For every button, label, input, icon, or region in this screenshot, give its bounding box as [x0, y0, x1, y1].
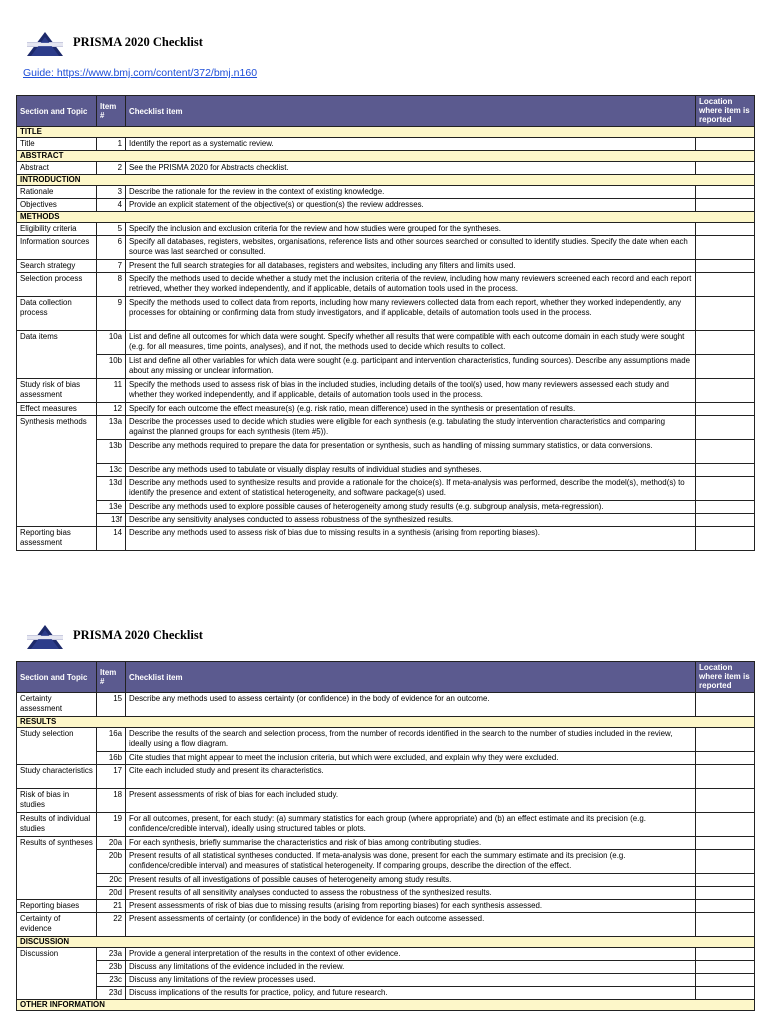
location-cell[interactable]	[696, 693, 755, 717]
section-topic: Information sources	[17, 236, 97, 260]
section-heading: OTHER INFORMATION	[17, 1000, 755, 1011]
item-number: 13e	[97, 501, 126, 514]
checklist-item-text: Cite each included study and present its characteristics.	[126, 765, 696, 789]
checklist-row	[17, 501, 755, 514]
item-number: 23a	[97, 948, 126, 961]
checklist-item-text: Specify all databases, registers, websites, organisations, reference lists and other sources searched or consulted to identify studies. Specify the date when each source was last searched or consulted.	[126, 236, 696, 260]
section-heading-row	[17, 1000, 755, 1011]
header-checklist: Checklist item	[126, 662, 696, 693]
section-topic: Certainty assessment	[17, 693, 97, 717]
checklist-item-text: Describe any methods used to assess risk of bias due to missing results in a synthesis (arising from reporting biases).	[126, 527, 696, 551]
checklist-row	[17, 948, 755, 961]
item-number: 8	[97, 273, 126, 297]
item-number: 16a	[97, 728, 126, 752]
checklist-item-text: Present results of all statistical syntheses conducted. If meta-analysis was done, present for each the summary estimate and its precision (e.g. confidence/credible interval) and measures of statistical heterogeneity. If comparing groups, describe the direction of the effect.	[126, 850, 696, 874]
item-number: 10a	[97, 331, 126, 355]
section-topic: Risk of bias in studies	[17, 789, 97, 813]
section-topic: Selection process	[17, 273, 97, 297]
checklist-row	[17, 514, 755, 527]
location-cell[interactable]	[696, 297, 755, 331]
checklist-item-text: Present assessments of risk of bias due to missing results (arising from reporting biases) for each synthesis assessed.	[126, 900, 696, 913]
header-location: Location where item is reported	[696, 96, 755, 127]
checklist-item-text: Describe any methods used to explore possible causes of heterogeneity among study results (e.g. subgroup analysis, meta-regression).	[126, 501, 696, 514]
item-number: 11	[97, 379, 126, 403]
prisma-logo-icon	[27, 30, 63, 54]
header-location: Location where item is reported	[696, 662, 755, 693]
header-checklist: Checklist item	[126, 96, 696, 127]
item-number: 20d	[97, 887, 126, 900]
location-cell[interactable]	[696, 813, 755, 837]
item-number: 16b	[97, 752, 126, 765]
item-number: 4	[97, 199, 126, 212]
section-topic: Certainty of evidence	[17, 913, 97, 937]
location-cell[interactable]	[696, 199, 755, 212]
item-number: 18	[97, 789, 126, 813]
section-topic: Search strategy	[17, 260, 97, 273]
checklist-row	[17, 297, 755, 331]
location-cell[interactable]	[696, 850, 755, 874]
location-cell[interactable]	[696, 887, 755, 900]
checklist-row	[17, 693, 755, 717]
checklist-item-text: Describe the processes used to decide which studies were eligible for each synthesis (e.g. tabulating the study intervention characteristics and comparing against the planned groups for each synthesis (item #5)).	[126, 416, 696, 440]
section-heading: DISCUSSION	[17, 937, 755, 948]
checklist-table-page-2	[16, 661, 755, 1011]
item-number: 10b	[97, 355, 126, 379]
header-section: Section and Topic	[17, 96, 97, 127]
checklist-row	[17, 223, 755, 236]
checklist-row	[17, 887, 755, 900]
location-cell[interactable]	[696, 236, 755, 260]
checklist-item-text: Specify the inclusion and exclusion criteria for the review and how studies were grouped for the syntheses.	[126, 223, 696, 236]
section-heading: RESULTS	[17, 717, 755, 728]
checklist-item-text: See the PRISMA 2020 for Abstracts checklist.	[126, 162, 696, 175]
checklist-item-text: Describe any methods used to assess certainty (or confidence) in the body of evidence for an outcome.	[126, 693, 696, 717]
item-number: 2	[97, 162, 126, 175]
location-cell[interactable]	[696, 789, 755, 813]
location-cell[interactable]	[696, 948, 755, 961]
checklist-row	[17, 765, 755, 789]
section-topic: Rationale	[17, 186, 97, 199]
doc-title-2: PRISMA 2020 Checklist	[73, 627, 203, 642]
item-number: 20c	[97, 874, 126, 887]
header-item: Item #	[97, 96, 126, 127]
checklist-table-page-1	[16, 95, 755, 551]
doc-title: PRISMA 2020 Checklist	[73, 34, 203, 49]
section-topic: Study characteristics	[17, 765, 97, 789]
checklist-row	[17, 199, 755, 212]
location-cell[interactable]	[696, 961, 755, 974]
checklist-row	[17, 900, 755, 913]
checklist-row	[17, 273, 755, 297]
checklist-row	[17, 440, 755, 464]
checklist-row	[17, 752, 755, 765]
location-cell[interactable]	[696, 837, 755, 850]
checklist-row	[17, 974, 755, 987]
section-heading-row	[17, 151, 755, 162]
prisma-logo-icon	[27, 623, 63, 647]
location-cell[interactable]	[696, 765, 755, 789]
section-heading-row	[17, 212, 755, 223]
checklist-item-text: Present assessments of risk of bias for each included study.	[126, 789, 696, 813]
location-cell[interactable]	[696, 477, 755, 501]
checklist-row	[17, 527, 755, 551]
section-topic: Study risk of bias assessment	[17, 379, 97, 403]
section-heading-row	[17, 717, 755, 728]
checklist-item-text: Describe any methods required to prepare the data for presentation or synthesis, such as handling of missing summary statistics, or data conversions.	[126, 440, 696, 464]
location-cell[interactable]	[696, 379, 755, 403]
item-number: 13b	[97, 440, 126, 464]
checklist-item-text: Specify for each outcome the effect measure(s) (e.g. risk ratio, mean difference) used in the synthesis or presentation of results.	[126, 403, 696, 416]
section-topic: Eligibility criteria	[17, 223, 97, 236]
checklist-item-text: Present results of all sensitivity analyses conducted to assess the robustness of the synthesized results.	[126, 887, 696, 900]
checklist-item-text: Describe the results of the search and selection process, from the number of records identified in the search to the number of studies included in the review, ideally using a flow diagram.	[126, 728, 696, 752]
item-number: 23b	[97, 961, 126, 974]
checklist-row	[17, 236, 755, 260]
section-topic: Data collection process	[17, 297, 97, 331]
item-number: 7	[97, 260, 126, 273]
checklist-item-text: Describe the rationale for the review in the context of existing knowledge.	[126, 186, 696, 199]
page-header-1	[27, 28, 203, 56]
location-cell[interactable]	[696, 416, 755, 440]
item-number: 13f	[97, 514, 126, 527]
location-cell[interactable]	[696, 355, 755, 379]
checklist-item-text: Specify the methods used to assess risk of bias in the included studies, including details of the tool(s) used, how many reviewers assessed each study and whether they worked independently, and if applicable, details of automation tools used in the process.	[126, 379, 696, 403]
checklist-row	[17, 355, 755, 379]
location-cell[interactable]	[696, 974, 755, 987]
section-topic: Abstract	[17, 162, 97, 175]
checklist-item-text: Specify the methods used to collect data from reports, including how many reviewers collected data from each report, whether they worked independently, any processes for obtaining or confirming data from study investigators, and if applicable, details of automation tools used in the process.	[126, 297, 696, 331]
item-number: 13a	[97, 416, 126, 440]
section-topic: Study selection	[17, 728, 97, 765]
checklist-row	[17, 789, 755, 813]
item-number: 1	[97, 138, 126, 151]
checklist-row	[17, 813, 755, 837]
item-number: 21	[97, 900, 126, 913]
section-heading-row	[17, 127, 755, 138]
checklist-row	[17, 961, 755, 974]
location-cell[interactable]	[696, 913, 755, 937]
checklist-item-text: List and define all outcomes for which data were sought. Specify whether all results that were compatible with each outcome domain in each study were sought (e.g. for all measures, time points, analyses), and if not, the methods used to decide which results to collect.	[126, 331, 696, 355]
section-topic: Results of individual studies	[17, 813, 97, 837]
section-topic: Synthesis methods	[17, 416, 97, 527]
location-cell[interactable]	[696, 138, 755, 151]
item-number: 9	[97, 297, 126, 331]
checklist-item-text: Present results of all investigations of possible causes of heterogeneity among study results.	[126, 874, 696, 887]
item-number: 20b	[97, 850, 126, 874]
checklist-row	[17, 416, 755, 440]
checklist-row	[17, 987, 755, 1000]
location-cell[interactable]	[696, 987, 755, 1000]
item-number: 3	[97, 186, 126, 199]
location-cell[interactable]	[696, 874, 755, 887]
section-heading-row	[17, 175, 755, 186]
section-heading: INTRODUCTION	[17, 175, 755, 186]
location-cell[interactable]	[696, 900, 755, 913]
location-cell[interactable]	[696, 403, 755, 416]
item-number: 13c	[97, 464, 126, 477]
location-cell[interactable]	[696, 331, 755, 355]
location-cell[interactable]	[696, 440, 755, 464]
item-number: 23c	[97, 974, 126, 987]
checklist-item-text: Present the full search strategies for all databases, registers and websites, including any filters and limits used.	[126, 260, 696, 273]
item-number: 14	[97, 527, 126, 551]
item-number: 12	[97, 403, 126, 416]
item-number: 22	[97, 913, 126, 937]
checklist-item-text: Describe any methods used to tabulate or visually display results of individual studies and syntheses.	[126, 464, 696, 477]
checklist-item-text: Cite studies that might appear to meet the inclusion criteria, but which were excluded, and explain why they were excluded.	[126, 752, 696, 765]
item-number: 5	[97, 223, 126, 236]
header-section: Section and Topic	[17, 662, 97, 693]
section-topic: Effect measures	[17, 403, 97, 416]
item-number: 13d	[97, 477, 126, 501]
item-number: 15	[97, 693, 126, 717]
section-topic: Objectives	[17, 199, 97, 212]
item-number: 19	[97, 813, 126, 837]
checklist-item-text: Discuss any limitations of the review processes used.	[126, 974, 696, 987]
checklist-item-text: Present assessments of certainty (or confidence) in the body of evidence for each outcome assessed.	[126, 913, 696, 937]
location-cell[interactable]	[696, 514, 755, 527]
item-number: 6	[97, 236, 126, 260]
checklist-row	[17, 162, 755, 175]
checklist-row	[17, 477, 755, 501]
checklist-row	[17, 403, 755, 416]
section-heading: ABSTRACT	[17, 151, 755, 162]
checklist-item-text: Describe any methods used to synthesize results and provide a rationale for the choice(s). If meta-analysis was performed, describe the model(s), method(s) to identify the presence and extent of statistical heterogeneity, and software package(s) used.	[126, 477, 696, 501]
item-number: 20a	[97, 837, 126, 850]
checklist-item-text: List and define all other variables for which data were sought (e.g. participant and intervention characteristics, funding sources). Describe any assumptions made about any missing or unclear information.	[126, 355, 696, 379]
checklist-row	[17, 260, 755, 273]
checklist-row	[17, 850, 755, 874]
location-cell[interactable]	[696, 260, 755, 273]
checklist-row	[17, 913, 755, 937]
section-topic: Results of syntheses	[17, 837, 97, 900]
checklist-row	[17, 464, 755, 477]
item-number: 23d	[97, 987, 126, 1000]
location-cell[interactable]	[696, 464, 755, 477]
section-topic: Discussion	[17, 948, 97, 1000]
header-item: Item #	[97, 662, 126, 693]
page-header-2	[27, 621, 203, 649]
location-cell[interactable]	[696, 501, 755, 514]
checklist-row	[17, 379, 755, 403]
section-heading: TITLE	[17, 127, 755, 138]
checklist-row	[17, 186, 755, 199]
location-cell[interactable]	[696, 186, 755, 199]
checklist-item-text: Discuss any limitations of the evidence included in the review.	[126, 961, 696, 974]
checklist-item-text: Provide an explicit statement of the objective(s) or question(s) the review addresses.	[126, 199, 696, 212]
checklist-item-text: For all outcomes, present, for each study: (a) summary statistics for each group (where appropriate) and (b) an effect estimate and its precision (e.g. confidence/credible interval), ideally using structured tables or plots.	[126, 813, 696, 837]
item-number: 17	[97, 765, 126, 789]
section-topic: Reporting bias assessment	[17, 527, 97, 551]
checklist-item-text: Identify the report as a systematic review.	[126, 138, 696, 151]
location-cell[interactable]	[696, 273, 755, 297]
section-topic: Reporting biases	[17, 900, 97, 913]
location-cell[interactable]	[696, 223, 755, 236]
location-cell[interactable]	[696, 162, 755, 175]
checklist-item-text: Describe any sensitivity analyses conducted to assess robustness of the synthesized results.	[126, 514, 696, 527]
guide-link[interactable]: Guide: https://www.bmj.com/content/372/bmj.n160	[23, 67, 258, 79]
section-topic: Data items	[17, 331, 97, 379]
checklist-item-text: Provide a general interpretation of the results in the context of other evidence.	[126, 948, 696, 961]
location-cell[interactable]	[696, 728, 755, 752]
section-heading-row	[17, 937, 755, 948]
checklist-item-text: Specify the methods used to decide whether a study met the inclusion criteria of the review, including how many reviewers screened each record and each report retrieved, whether they worked independently, and if applicable, details of automation tools used in the process.	[126, 273, 696, 297]
checklist-row	[17, 331, 755, 355]
checklist-row	[17, 874, 755, 887]
checklist-row	[17, 138, 755, 151]
location-cell[interactable]	[696, 527, 755, 551]
section-topic: Title	[17, 138, 97, 151]
checklist-row	[17, 837, 755, 850]
checklist-item-text: For each synthesis, briefly summarise the characteristics and risk of bias among contributing studies.	[126, 837, 696, 850]
checklist-item-text: Discuss implications of the results for practice, policy, and future research.	[126, 987, 696, 1000]
checklist-row	[17, 728, 755, 752]
section-heading: METHODS	[17, 212, 755, 223]
location-cell[interactable]	[696, 752, 755, 765]
